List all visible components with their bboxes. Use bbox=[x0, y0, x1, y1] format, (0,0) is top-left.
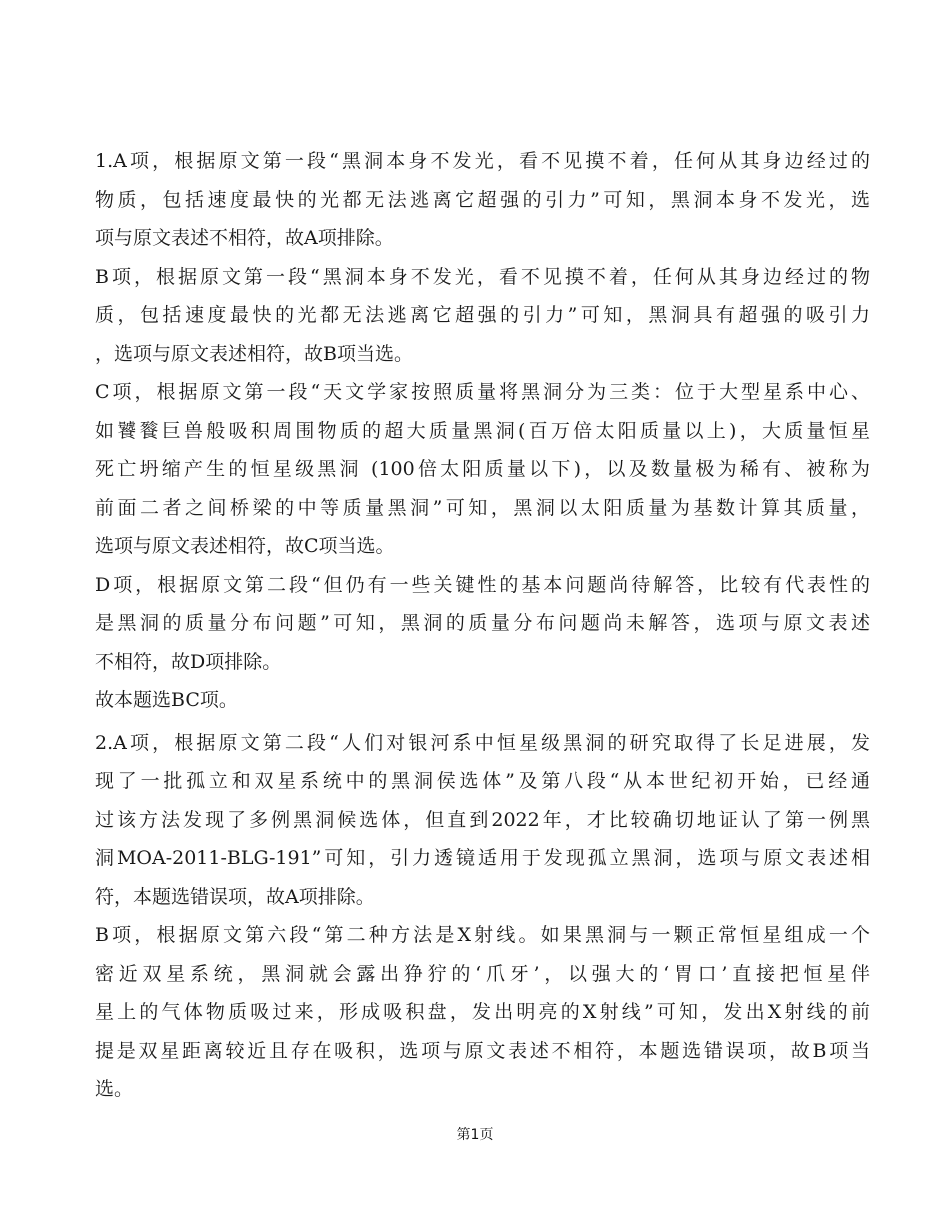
paragraph-q1-c bbox=[95, 373, 870, 566]
text-line: 符，本题选错误项，故A项排除。 bbox=[95, 885, 375, 908]
text-line: B项，根据原文第一段“黑洞本身不发光，看不见摸不着，任何从其身边经过的物 bbox=[95, 265, 870, 288]
text-line: 密近双星系统，黑洞就会露出狰狞的‘爪牙’，以强大的‘胃口’直接把恒星伴 bbox=[95, 962, 870, 985]
text-line: 2.A项，根据原文第二段“人们对银河系中恒星级黑洞的研究取得了长足进展，发 bbox=[95, 731, 870, 754]
text-line: 质，包括速度最快的光都无法逃离它超强的引力”可知，黑洞具有超强的吸引力 bbox=[95, 304, 870, 326]
text-line: 故本题选BC项。 bbox=[95, 689, 238, 711]
text-line: 选项与原文表述相符，故C项当选。 bbox=[95, 535, 395, 557]
text-line: B项，根据原文第六段“第二种方法是X射线。如果黑洞与一颗正常恒星组成一个 bbox=[95, 924, 870, 946]
text-line: 是黑洞的质量分布问题”可知，黑洞的质量分布问题尚未解答，选项与原文表述 bbox=[95, 612, 870, 634]
paragraph-q1-d bbox=[95, 566, 870, 682]
text-line: D项，根据原文第二段“但仍有一些关键性的基本问题尚待解答，比较有代表性的 bbox=[95, 573, 870, 596]
paragraph-q2-b bbox=[95, 916, 870, 1109]
text-line: 项与原文表述不相符，故A项排除。 bbox=[95, 227, 394, 249]
text-line: 洞MOA-2011-BLG-191”可知，引力透镜适用于发现孤立黑洞，选项与原文表述相 bbox=[95, 847, 870, 869]
text-line: 如饕餮巨兽般吸积周围物质的超大质量黑洞(百万倍太阳质量以上)，大质量恒星 bbox=[95, 419, 870, 442]
text-line: 现了一批孤立和双星系统中的黑洞侯选体”及第八段“从本世纪初开始，已经通 bbox=[95, 770, 870, 792]
text-line: 死亡坍缩产生的恒星级黑洞 (100倍太阳质量以下)，以及数量极为稀有、被称为 bbox=[95, 458, 870, 480]
text-line: C项，根据原文第一段“天文学家按照质量将黑洞分为三类：位于大型星系中心、 bbox=[95, 381, 870, 403]
paragraph-q1-a bbox=[95, 142, 870, 258]
text-line: 选。 bbox=[95, 1078, 134, 1100]
paragraph-q1-answer bbox=[95, 681, 870, 720]
paragraph-q2-a bbox=[95, 724, 870, 917]
text-line: 过该方法发现了多例黑洞候选体，但直到2022年，才比较确切地证认了第一例黑 bbox=[95, 808, 870, 831]
text-line: ，选项与原文表述相符，故B项当选。 bbox=[95, 342, 413, 365]
text-line: 物质，包括速度最快的光都无法逃离它超强的引力”可知，黑洞本身不发光，选 bbox=[95, 188, 870, 211]
answer-explanation-text bbox=[95, 142, 870, 1109]
text-line: 前面二者之间桥梁的中等质量黑洞”可知，黑洞以太阳质量为基数计算其质量， bbox=[95, 496, 870, 519]
page-number: 第1页 bbox=[456, 1127, 494, 1143]
text-line: 提是双星距离较近且存在吸积，选项与原文表述不相符，本题选错误项，故B项当 bbox=[95, 1039, 870, 1062]
text-line: 不相符，故D项排除。 bbox=[95, 650, 282, 673]
text-line: 星上的气体物质吸过来，形成吸积盘，发出明亮的X射线”可知，发出X射线的前 bbox=[95, 1001, 870, 1023]
text-line: 1.A项，根据原文第一段“黑洞本身不发光，看不见摸不着，任何从其身边经过的 bbox=[95, 150, 870, 172]
paragraph-q1-b bbox=[95, 258, 870, 374]
